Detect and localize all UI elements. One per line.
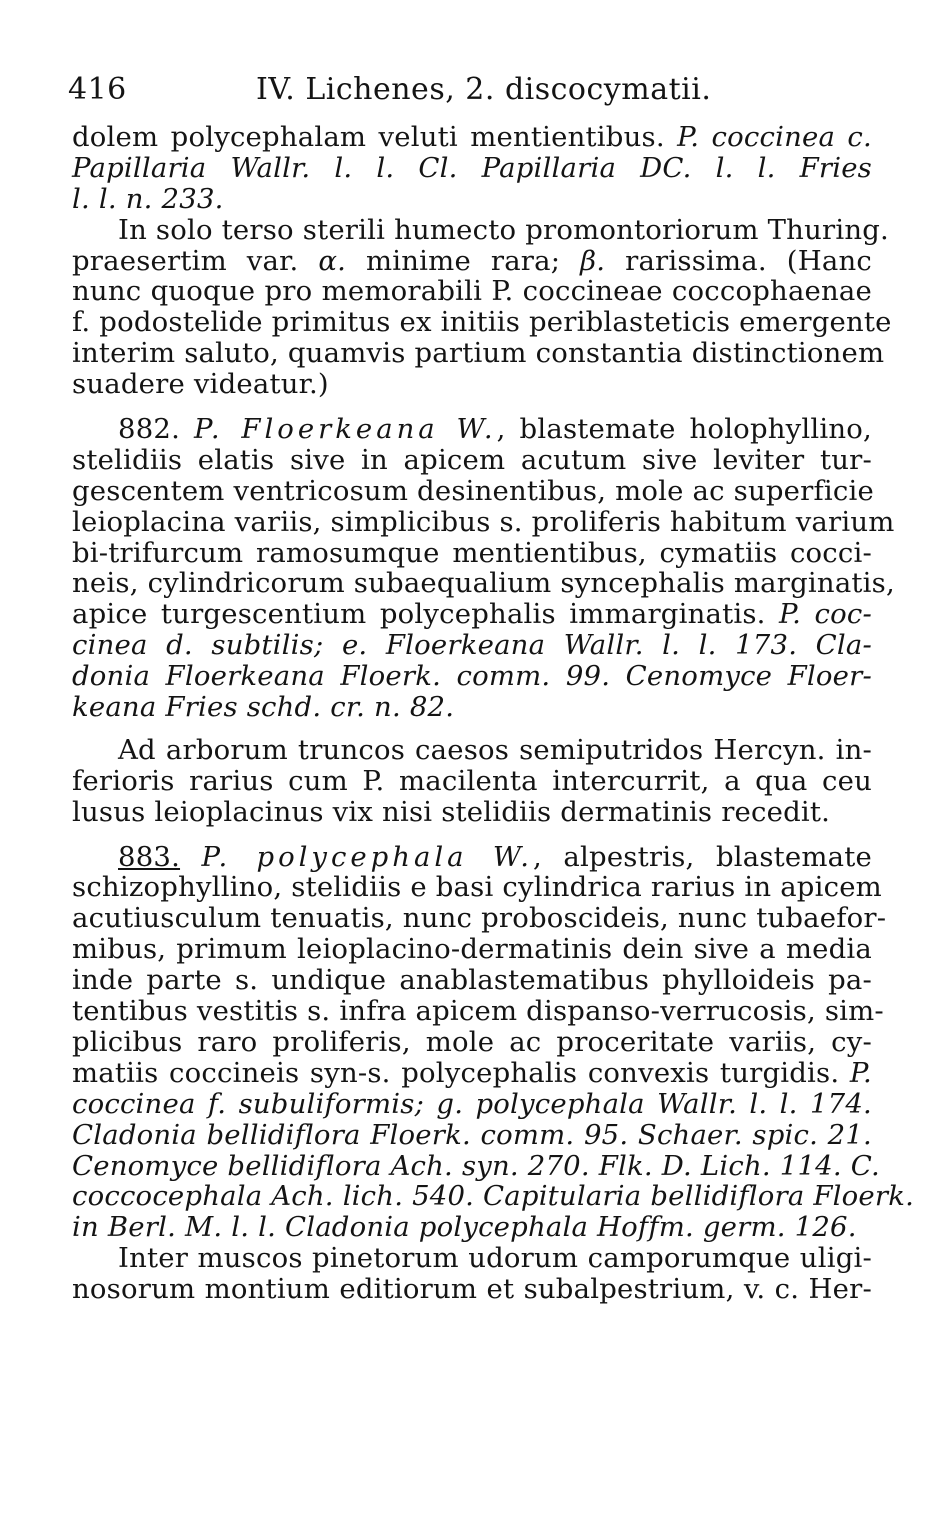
text-line: schizophyllino, stelidiis e basi cylindrica rarius in apicem xyxy=(72,871,882,904)
text-line: acutiusculum tenuatis, nunc proboscideis, nunc tubaefor- xyxy=(72,902,887,935)
text-line: l. l. n. 233. xyxy=(72,182,224,215)
text-line: dolem polycephalam veluti mentientibus. P. coccinea c. xyxy=(72,121,872,153)
text-line: praesertim var. α. minime rara; β. rarissima. (Hanc xyxy=(72,244,872,277)
entry-883 xyxy=(72,840,915,1244)
text-line: inde parte s. undique anablastematibus phylloideis pa- xyxy=(72,964,872,997)
paragraph-spacer xyxy=(72,400,872,414)
text-line: in Berl. M. l. l. Cladonia polycephala Hoffm. germ. 126. xyxy=(72,1211,857,1244)
text-line: In solo terso sterili humecto promontoriorum Thuring. xyxy=(118,213,889,246)
paragraph-habitat-882 xyxy=(72,735,872,828)
text-line: cinea d. subtilis; e. Floerkeana Wallr. l. l. 173. Cla- xyxy=(72,629,872,662)
text-line: tentibus vestitis s. infra apicem dispanso-verrucosis, sim- xyxy=(72,995,884,1028)
text-line: gescentem ventricosum desinentibus, mole ac superficie xyxy=(72,474,874,507)
book-page xyxy=(68,64,915,1306)
species-name: P. polycephala W. xyxy=(201,840,534,873)
paragraph-habitat-883 xyxy=(72,1243,872,1305)
text-line: plicibus raro proliferis, mole ac proceritate variis, cy- xyxy=(72,1025,872,1058)
text-line: lusus leioplacinus vix nisi stelidiis dermatinis recedit. xyxy=(72,795,831,828)
text-line: coccinea f. subuliformis; g. polycephala Wallr. l. l. 174. xyxy=(72,1087,872,1120)
text-line: donia Floerkeana Floerk. comm. 99. Cenomyce Floer- xyxy=(72,660,872,693)
page-header xyxy=(68,64,872,122)
text-line: apice turgescentium polycephalis immarginatis. P. coc- xyxy=(72,598,872,631)
text-line: coccocephala Ach. lich. 540. Capitularia bellidiflora Floerk. xyxy=(72,1180,915,1213)
text-line: Inter muscos pinetorum udorum camporumque uligi- xyxy=(118,1242,872,1275)
text-line: stelidiis elatis sive in apicem acutum sive leviter tur- xyxy=(72,443,872,476)
entry-number: 883. xyxy=(118,840,181,873)
text-line: mibus, primum leioplacino-dermatinis dein sive a media xyxy=(72,933,872,966)
text-line: interim saluto, quamvis partium constantia distinctionem xyxy=(72,337,885,370)
page-number: 416 xyxy=(68,72,127,107)
text-line: matiis coccineis syn-s. polycephalis convexis turgidis. P. xyxy=(72,1056,872,1089)
entry-heading-line: 882. P. Floerkeana W., blastemate holophyllino, xyxy=(118,413,872,446)
text-line: Cladonia bellidiflora Floerk. comm. 95. Schaer. spic. 21. xyxy=(72,1118,872,1151)
text-line: Cenomyce bellidiflora Ach. syn. 270. Flk. D. Lich. 114. C. xyxy=(72,1149,880,1182)
paragraph-habitat-881 xyxy=(72,213,892,401)
paragraph-spacer xyxy=(72,828,872,842)
text-line: Papillaria Wallr. l. l. Cl. Papillaria DC. l. l. Fries xyxy=(72,151,872,184)
entry-heading-line: 883. P. polycephala W., alpestris, blastemate xyxy=(118,840,872,873)
text-line: keana Fries schd. cr. n. 82. xyxy=(72,691,455,724)
text-line: nosorum montium editiorum et subalpestrium, v. c. Her- xyxy=(72,1273,872,1306)
running-title: IV. Lichenes, 2. discocymatii. xyxy=(256,72,712,107)
text-line: neis, cylindricorum subaequalium syncephalis marginatis, xyxy=(72,567,895,600)
entry-882 xyxy=(72,413,895,724)
text-line: bi-trifurcum ramosumque mentientibus, cymatiis cocci- xyxy=(72,536,872,569)
text-line: leioplacina variis, simplicibus s. proliferis habitum varium xyxy=(72,505,895,538)
text-line: ferioris rarius cum P. macilenta intercurrit, a qua ceu xyxy=(72,764,872,797)
paragraph-continuation xyxy=(72,122,872,215)
text-line: suadere videatur.) xyxy=(72,368,329,401)
text-line: f. podostelide primitus ex initiis periblasteticis emergente xyxy=(72,306,892,339)
species-name: P. Floerkeana W. xyxy=(193,413,497,446)
text-line: Ad arborum truncos caesos semiputridos Hercyn. in- xyxy=(118,733,872,766)
text-line: nunc quoque pro memorabili P. coccineae coccophaenae xyxy=(72,275,872,308)
